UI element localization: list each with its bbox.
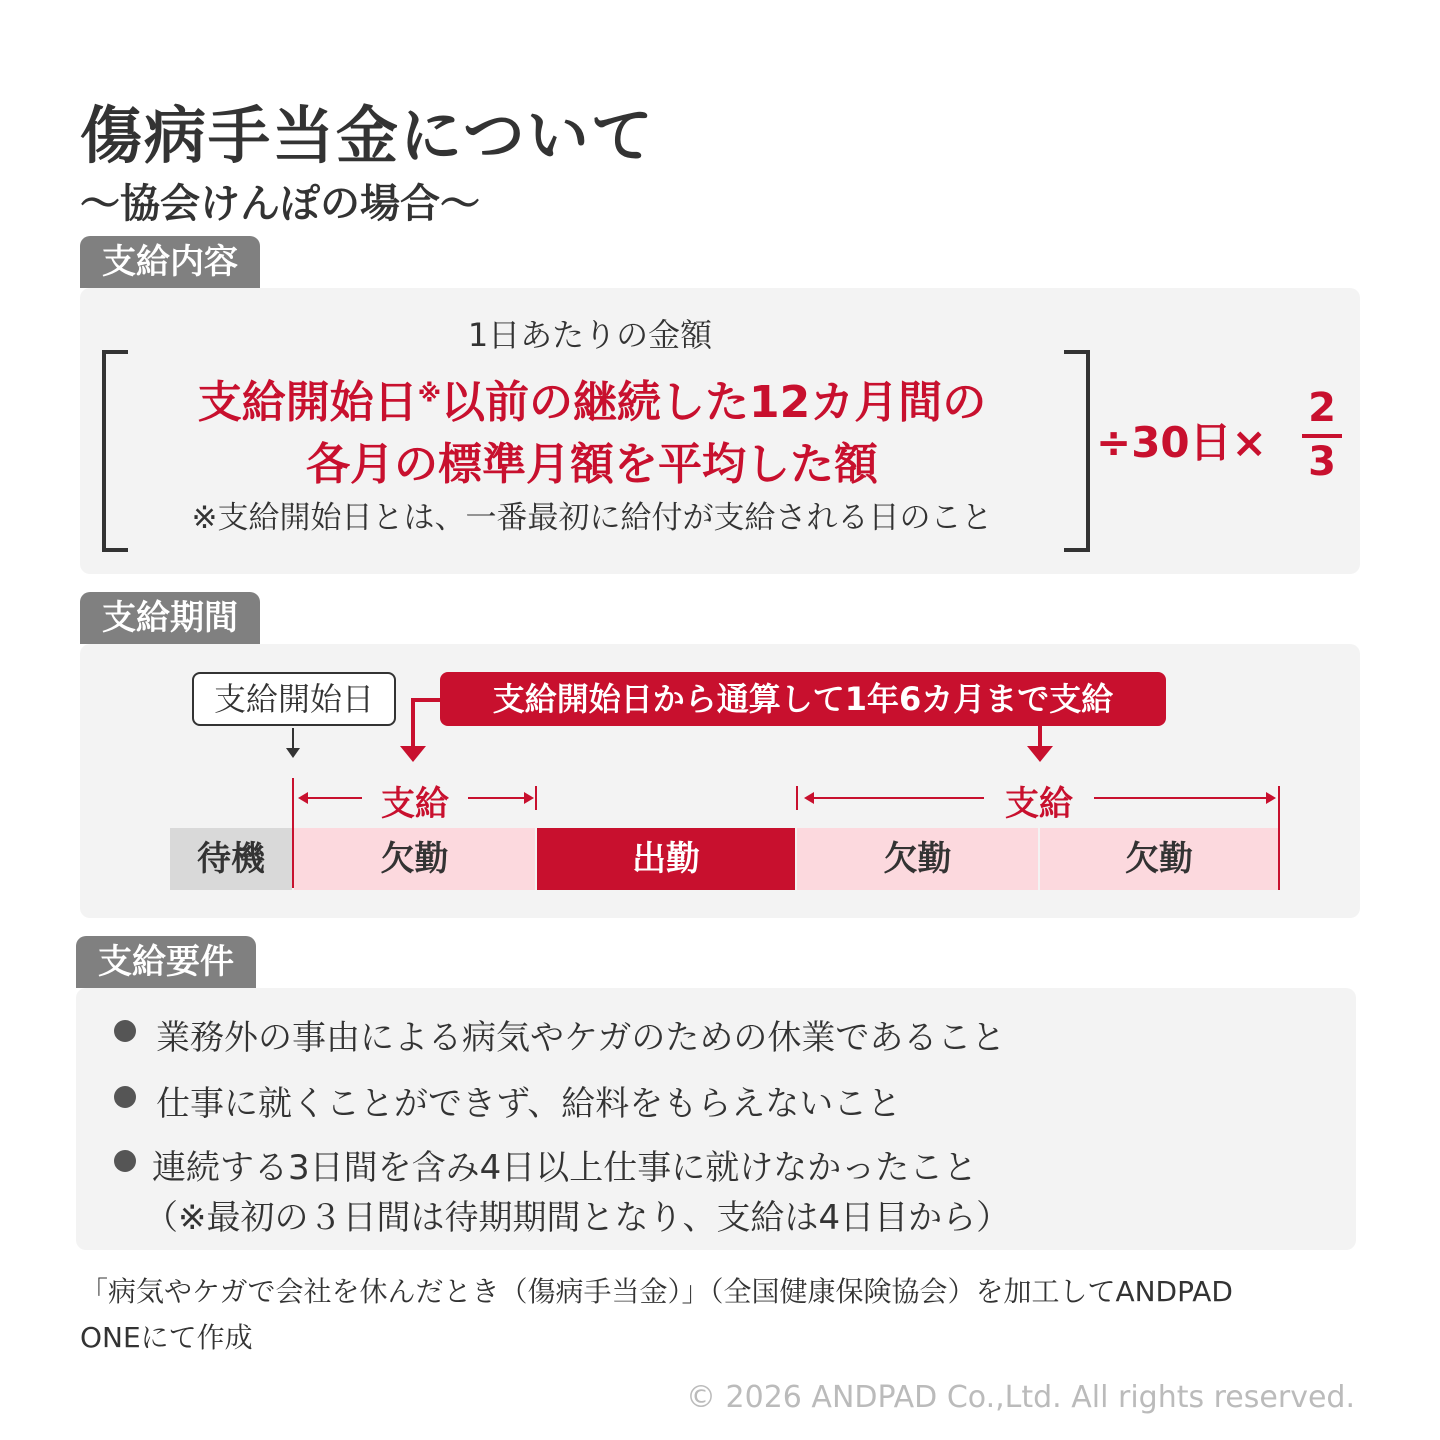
fraction-denominator: 3 [1308, 439, 1336, 485]
section-tag-content: 支給内容 [80, 236, 260, 288]
section-tag-period: 支給期間 [80, 592, 260, 644]
timeline-cell-work: 出勤 [537, 828, 795, 890]
pay-label-1: 支給 [381, 784, 449, 824]
timeline-cell-absence: 欠勤 [294, 828, 535, 890]
per-day-label: 1日あたりの金額 [467, 316, 713, 354]
source-line-2: ONEにて作成 [80, 1321, 253, 1354]
start-arrow-head [286, 748, 300, 758]
range2-arrow-left [806, 797, 984, 799]
requirement-note: （※最初の３日間は待期期間となり、支給は4日目から） [144, 1198, 1011, 1238]
requirement-item: 仕事に就くことができず、給料をもらえないこと [156, 1084, 902, 1124]
formula-divisor: ÷30日× [1096, 418, 1267, 467]
bullet-icon [114, 1020, 136, 1042]
formula-line-1-a: 支給開始日 [197, 377, 418, 428]
callout-connector-left-v [411, 698, 415, 748]
range2-arrow-right [1094, 797, 1270, 799]
callout-connector-left-h [411, 698, 441, 702]
callout-connector-right-v [1038, 726, 1042, 748]
range1-arrow-left [300, 797, 362, 799]
callout-arrow-left-icon [400, 746, 426, 762]
callout-arrow-right-icon [1027, 746, 1053, 762]
timeline-cell-absence: 欠勤 [797, 828, 1038, 890]
range1-arrowhead-right-icon [524, 792, 534, 804]
bullet-icon [114, 1086, 136, 1108]
formula-note: ※支給開始日とは、一番最初に給付が支給される日のこと [191, 500, 993, 536]
formula-mark: ※ [417, 379, 442, 408]
formula-line-1 [120, 366, 1064, 430]
range1-arrowhead-left-icon [298, 792, 308, 804]
copyright: © 2026 ANDPAD Co.,Ltd. All rights reserved. [686, 1380, 1355, 1415]
range2-arrowhead-right-icon [1266, 792, 1276, 804]
formula-line-2: 各月の標準月額を平均した額 [306, 439, 878, 490]
page-title: 傷病手当金について [80, 99, 655, 172]
timeline-cell-absence: 欠勤 [1040, 828, 1278, 890]
formula-line-1-b: 以前の継続した12カ月間の [441, 377, 987, 428]
start-date-label: 支給開始日 [192, 672, 396, 726]
range1-arrow-right [468, 797, 528, 799]
source-line-1: 「病気やケガで会社を休んだとき（傷病手当金）」（全国健康保険協会）を加工してANDPAD [80, 1275, 1233, 1308]
range2-left-tick [796, 786, 798, 810]
bullet-icon [114, 1150, 136, 1172]
period-callout: 支給開始日から通算して1年6カ月まで支給 [440, 672, 1166, 726]
timeline-cell-waiting: 待機 [170, 828, 292, 890]
fraction-bar [1302, 434, 1342, 438]
range2-right-tick [1278, 786, 1280, 890]
requirement-item: 連続する3日間を含み4日以上仕事に就けなかったこと [152, 1148, 978, 1188]
range2-arrowhead-left-icon [804, 792, 814, 804]
fraction-numerator: 2 [1308, 385, 1336, 431]
right-bracket [1064, 350, 1090, 552]
section-tag-requirements: 支給要件 [76, 936, 256, 988]
requirement-item: 業務外の事由による病気やケガのための休業であること [156, 1018, 1006, 1058]
pay-label-2: 支給 [1005, 784, 1073, 824]
range1-right-tick [535, 786, 537, 810]
page-subtitle: 〜協会けんぽの場合〜 [80, 181, 480, 227]
